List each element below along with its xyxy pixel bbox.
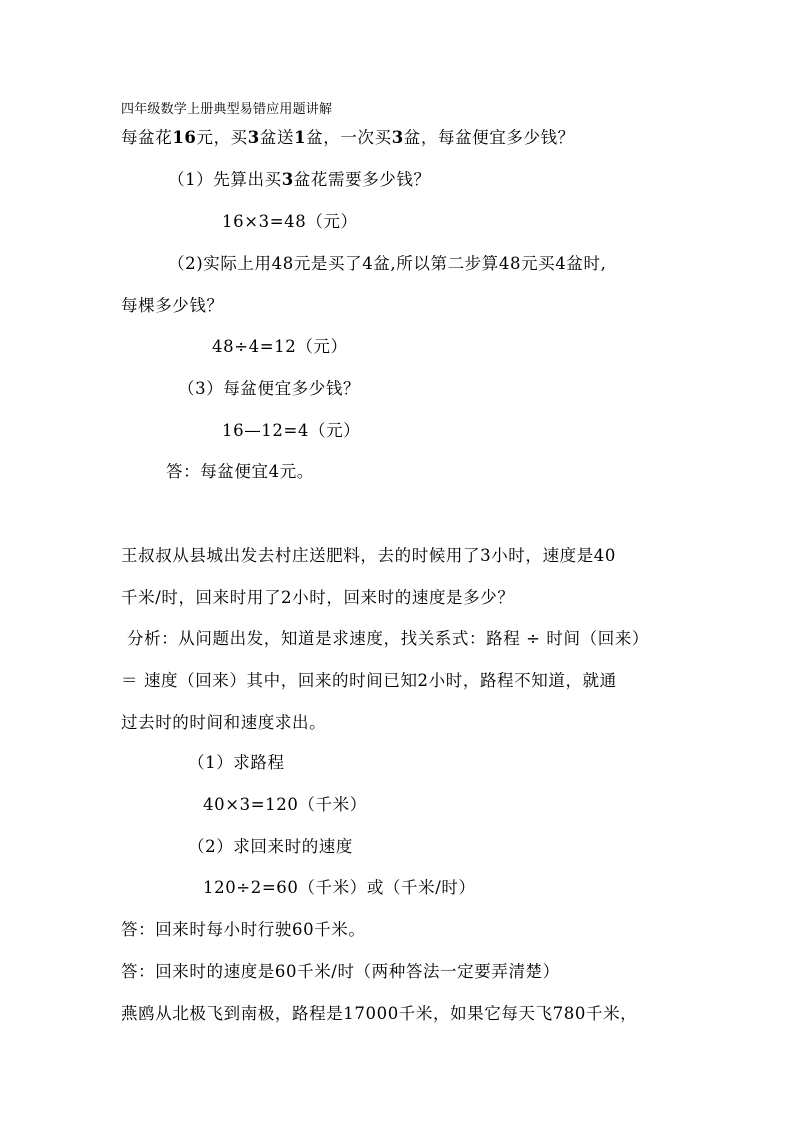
problem2-answer2: 答：回来时的速度是60千米/时（两种答法一定要弄清楚） <box>121 962 560 981</box>
problem1-step2-calc: 48÷4=12（元） <box>212 337 348 356</box>
problem2-step1-calc: 40×3=120（千米） <box>203 795 367 814</box>
problem1-question: 每盆花16元，买3盆送1盆，一次买3盆，每盆便宜多少钱？ <box>121 128 575 147</box>
problem2-step1-text: （1）求路程 <box>188 753 285 772</box>
problem2-answer1: 答：回来时每小时行驶60千米。 <box>121 920 366 939</box>
problem1-step3-text: （3）每盆便宜多少钱？ <box>178 379 361 398</box>
problem2-analysis: 分析：从问题出发，知道是求速度，找关系式：路程 ÷ 时间（回来） <box>127 629 650 648</box>
problem2-question-cont: 千米/时，回来时用了2小时，回来时的速度是多少？ <box>121 588 515 607</box>
problem3-question: 燕鸥从北极飞到南极，路程是17000千米，如果它每天飞780千米， <box>121 1004 638 1023</box>
problem1-step1-text: （1）先算出买3盆花需要多少钱？ <box>168 170 431 189</box>
problem1-answer: 答：每盆便宜4元。 <box>166 462 314 481</box>
problem2-analysis-end: 过去时的时间和速度求出。 <box>121 713 327 732</box>
problem1-step3-calc: 16—12=4（元） <box>222 421 361 440</box>
problem1-step2-text-cont: 每棵多少钱？ <box>121 296 224 315</box>
problem1-step1-calc: 16×3=48（元） <box>222 212 358 231</box>
document-title: 四年级数学上册典型易错应用题讲解 <box>121 102 333 117</box>
problem2-question: 王叔叔从县城出发去村庄送肥料，去的时候用了3小时，速度是40 <box>121 546 616 565</box>
problem2-step2-text: （2）求回来时的速度 <box>188 837 353 856</box>
problem1-step2-text: （2)实际上用48元是买了4盆,所以第二步算48元买4盆时, <box>168 254 607 273</box>
problem2-step2-calc: 120÷2=60（千米）或（千米/时） <box>203 878 476 897</box>
problem2-analysis-cont: ＝ 速度（回来）其中，回来的时间已知2小时，路程不知道，就通 <box>121 671 617 690</box>
